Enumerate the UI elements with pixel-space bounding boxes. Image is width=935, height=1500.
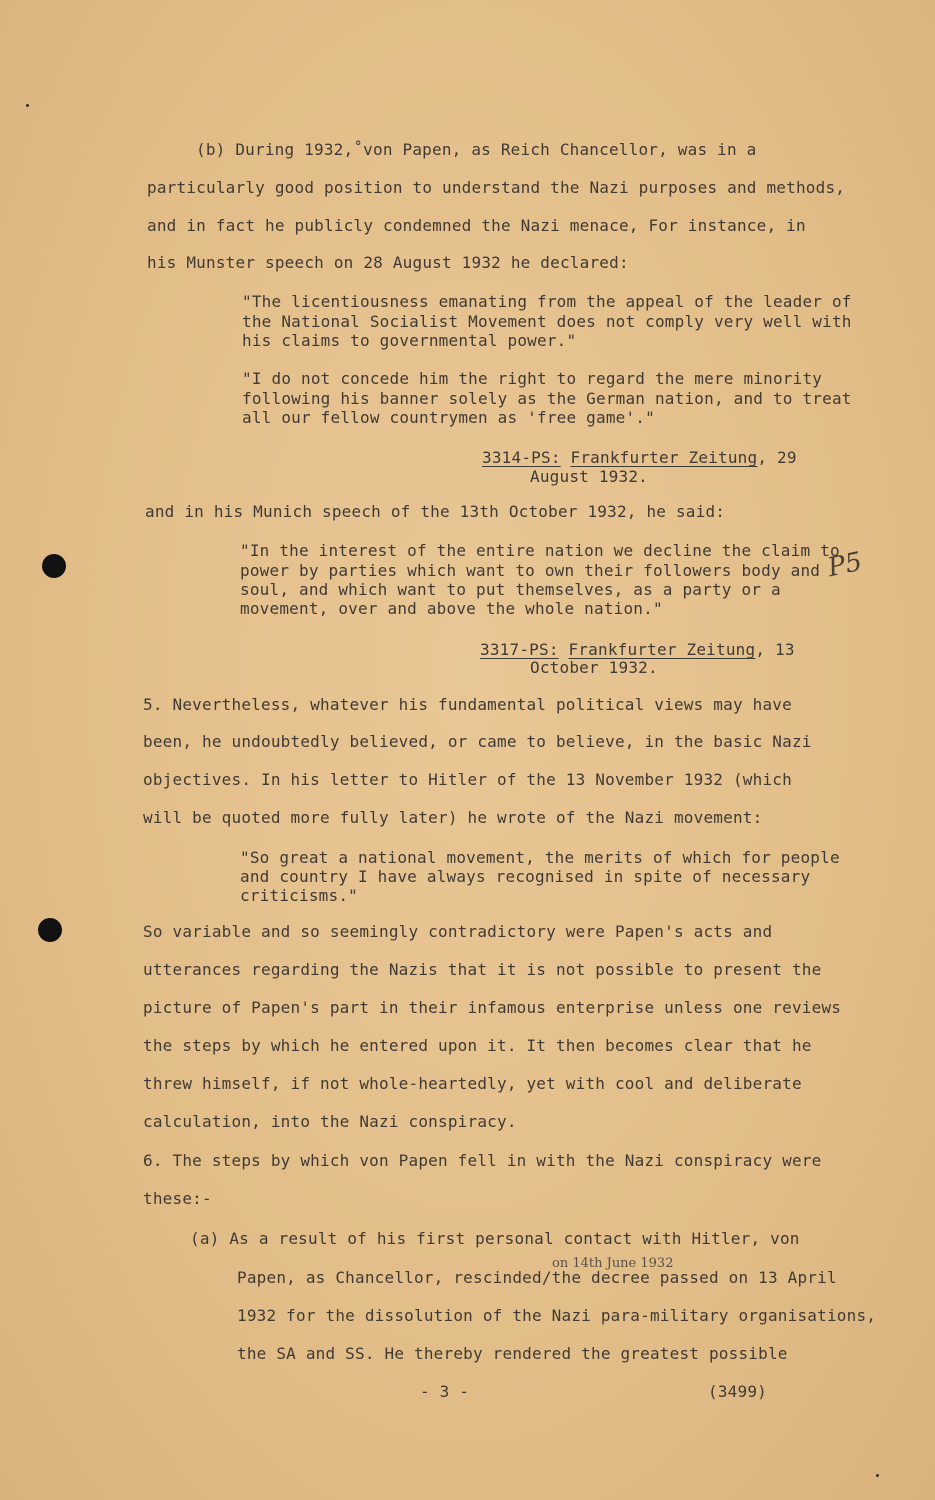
para-b-line-3: and in fact he publicly condemned the Nazi menace, For instance, in <box>147 216 806 235</box>
handwritten-insertion: on 14th June 1932 <box>552 1256 674 1271</box>
punch-hole-top <box>42 554 66 578</box>
margin-note: P5 <box>825 546 865 584</box>
quote2-line-1: "I do not concede him the right to regard the mere minority <box>242 369 823 388</box>
para-b-line-2: particularly good position to understand the Nazi purposes and methods, <box>147 178 846 197</box>
para6a-line-3: 1932 for the dissolution of the Nazi para-military organisations, <box>237 1306 877 1325</box>
citation-2-source: Frankfurter Zeitung <box>568 640 756 659</box>
munich-intro: and in his Munich speech of the 13th October 1932, he said: <box>145 502 726 521</box>
para-variable-line-2: utterances regarding the Nazis that it is not possible to present the <box>143 960 822 979</box>
quote2-line-3: all our fellow countrymen as 'free game'." <box>242 408 655 427</box>
quote1-line-1: "The licentiousness emanating from the appeal of the leader of <box>242 292 852 311</box>
quote1-line-2: the National Socialist Movement does not comply very well with <box>242 312 852 331</box>
para6-line-1: 6. The steps by which von Papen fell in with the Nazi conspiracy were <box>143 1151 822 1170</box>
speck <box>26 104 29 107</box>
citation-1 <box>482 448 797 467</box>
para-b-line-1: (b) During 1932,˚von Papen, as Reich Chancellor, was in a <box>196 140 757 159</box>
para-variable-line-1: So variable and so seemingly contradictory were Papen's acts and <box>143 922 773 941</box>
para-variable-line-4: the steps by which he entered upon it. It then becomes clear that he <box>143 1036 812 1055</box>
para5-line-3: objectives. In his letter to Hitler of the 13 November 1932 (which <box>143 770 792 789</box>
document-number: (3499) <box>708 1382 767 1401</box>
para6-line-2: these:- <box>143 1189 212 1208</box>
para-variable-line-6: calculation, into the Nazi conspiracy. <box>143 1112 517 1131</box>
quote2-line-2: following his banner solely as the German nation, and to treat <box>242 389 852 408</box>
para5-line-1: 5. Nevertheless, whatever his fundamental political views may have <box>143 695 792 714</box>
citation-2-ref: 3317-PS: <box>480 640 559 659</box>
page-number: - 3 - <box>420 1382 470 1401</box>
quote4-line-2: and country I have always recognised in spite of necessary <box>240 867 811 886</box>
citation-1-ref: 3314-PS: <box>482 448 561 467</box>
quote3-line-3: soul, and which want to put themselves, as a party or a <box>240 580 781 599</box>
citation-1-line-2: August 1932. <box>530 467 648 486</box>
citation-1-rest: , 29 <box>757 448 797 467</box>
quote4-line-1: "So great a national movement, the merits of which for people <box>240 848 840 867</box>
quote3-line-4: movement, over and above the whole nation." <box>240 599 663 618</box>
citation-2 <box>480 640 795 659</box>
quote1-line-3: his claims to governmental power." <box>242 331 577 350</box>
para6a-line-4: the SA and SS. He thereby rendered the greatest possible <box>237 1344 788 1363</box>
para6a-line-1: (a) As a result of his first personal contact with Hitler, von <box>190 1229 800 1248</box>
para6a-line-2: Papen, as Chancellor, rescinded/the decree passed on 13 April <box>237 1268 837 1287</box>
citation-1-source: Frankfurter Zeitung <box>570 448 758 467</box>
quote4-line-3: criticisms." <box>240 886 358 905</box>
para-variable-line-5: threw himself, if not whole-heartedly, yet with cool and deliberate <box>143 1074 802 1093</box>
quote3-line-1: "In the interest of the entire nation we decline the claim to <box>240 541 840 560</box>
quote3-line-2: power by parties which want to own their followers body and <box>240 561 821 580</box>
punch-hole-bottom <box>38 918 62 942</box>
speck <box>876 1474 879 1477</box>
para-variable-line-3: picture of Papen's part in their infamous enterprise unless one reviews <box>143 998 842 1017</box>
citation-2-line-2: October 1932. <box>530 658 658 677</box>
para-b-line-4: his Munster speech on 28 August 1932 he declared: <box>147 253 629 272</box>
para5-line-2: been, he undoubtedly believed, or came to believe, in the basic Nazi <box>143 732 812 751</box>
para5-line-4: will be quoted more fully later) he wrote of the Nazi movement: <box>143 808 763 827</box>
citation-2-rest: , 13 <box>755 640 795 659</box>
